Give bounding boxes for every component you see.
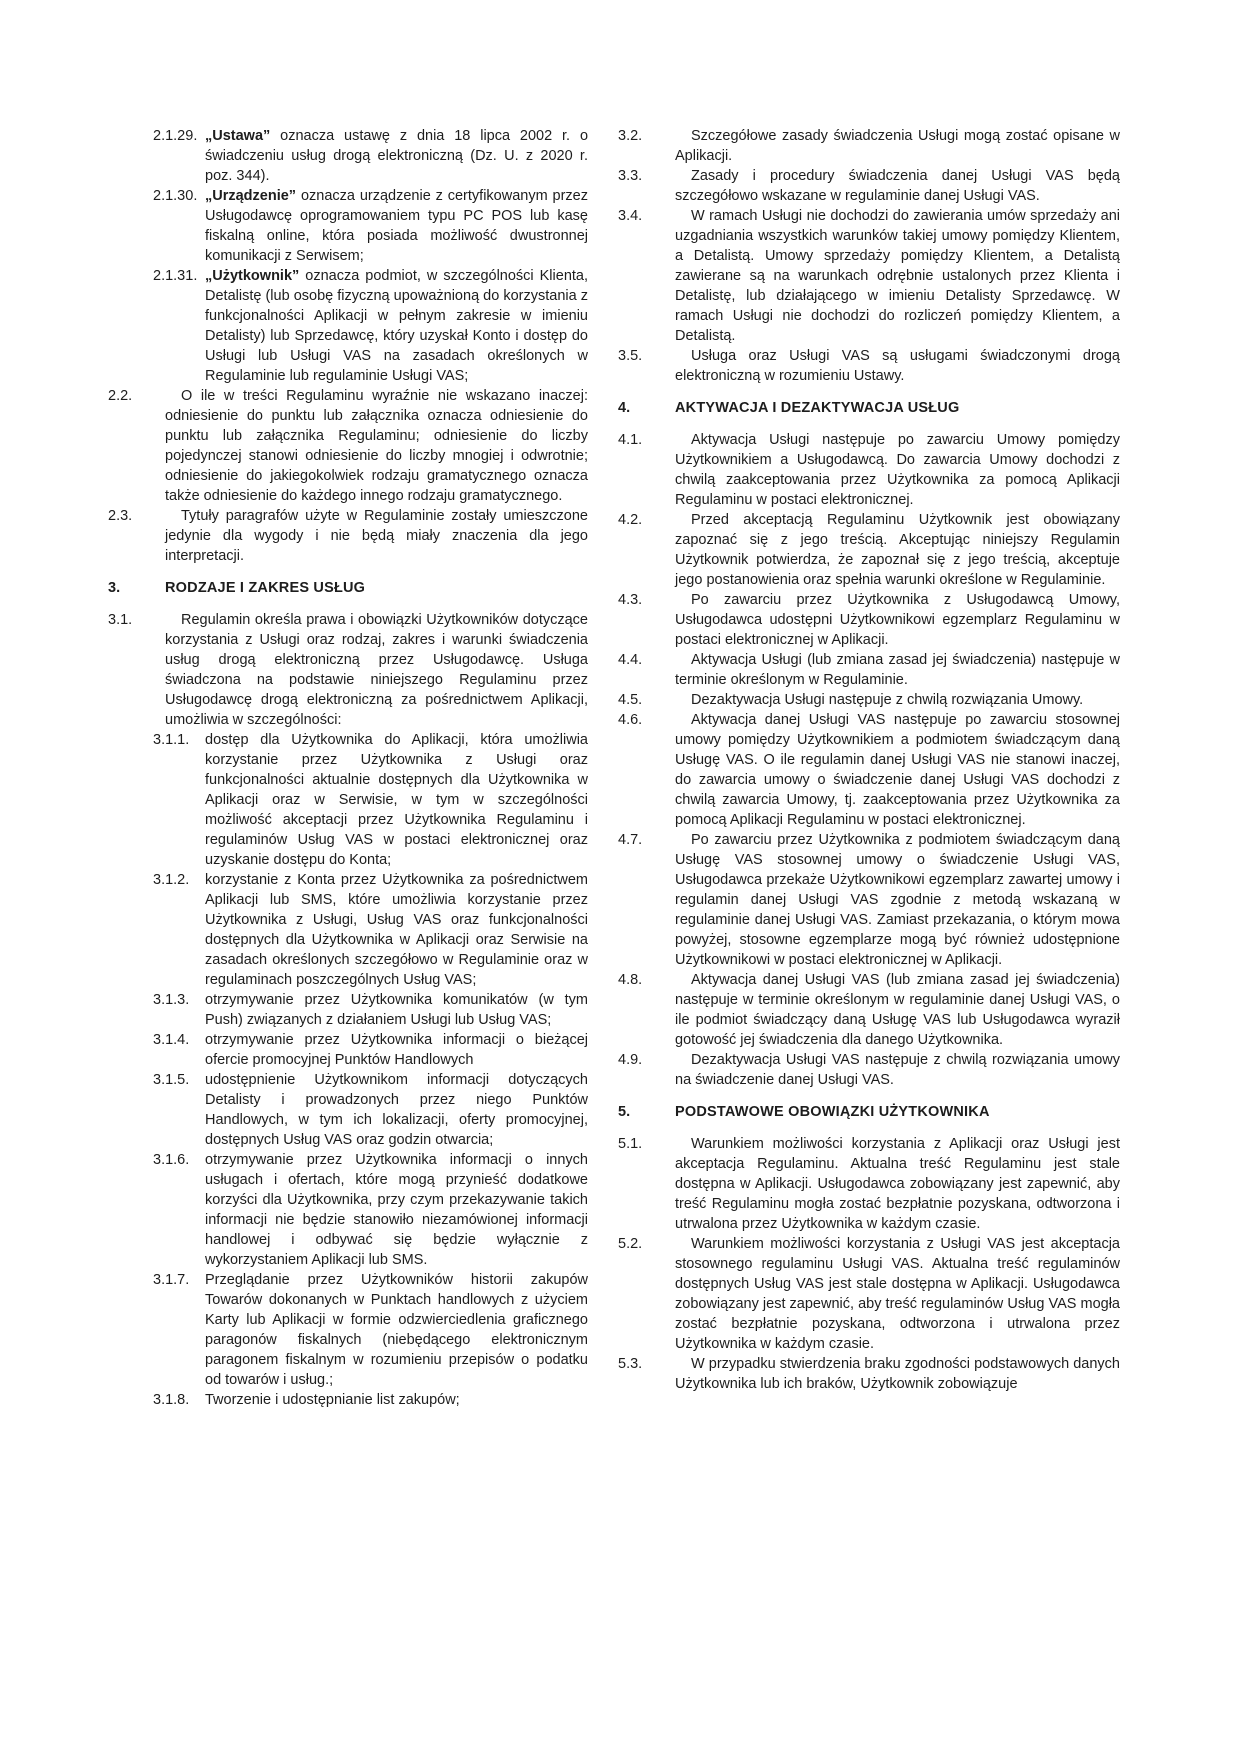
section-number: 5. (618, 1104, 631, 1120)
clause-3-1-3 (108, 990, 588, 1030)
clause-text: Przeglądanie przez Użytkowników historii zakupów Towarów dokonanych w Punktach handlowych z użyciem Karty lub Aplikacji w formie odzwierciedlenia graficznego paragonów fiskalnych (niebędącego elektronicznym paragonem fiskalnym w rozumieniu przepisów o podatku od towarów i usług.; (205, 1272, 588, 1388)
clause-number: 3.1.2. (153, 872, 190, 888)
clause-text: Dezaktywacja Usługi VAS następuje z chwilą rozwiązania umowy na świadczenie danej Usługi VAS. (675, 1052, 1120, 1088)
clause-number: 3.1.1. (153, 732, 190, 748)
clause-3-1-4 (108, 1030, 588, 1070)
defined-term: „Użytkownik” (205, 268, 300, 284)
clause-text: Aktywacja danej Usługi VAS następuje po zawarciu stosownej umowy pomiędzy Użytkownikiem a podmiotem świadczącym daną Usługę VAS. O ile regulamin danej Usługi VAS nie stanowi inaczej, do zawarcia umowy o świadczenie danej Usługi VAS dochodzi z chwilą zawarcia Umowy, tj. zaakceptowania przez Użytkownika za pomocą Aplikacji Regulaminu w postaci elektronicznej. (675, 712, 1120, 828)
clause-text: Po zawarciu przez Użytkownika z podmiotem świadczącym daną Usługę VAS stosownej umowy o świadczenie Usługi VAS, Usługodawca przekaże Użytkownikowi egzemplarz zawartej umowy i regulamin danej Usługi VAS zgodnie z metodą wskazaną w regulaminie danej Usługi VAS. Zamiast przekazania, o którym mowa powyżej, stosowne egzemplarze mogą być również udostępnione Użytkownikowi w postaci elektronicznej w Aplikacji. (675, 832, 1120, 968)
clause-3-3 (618, 166, 1120, 206)
clause-4-5 (618, 690, 1120, 710)
clause-number: 3.1.7. (153, 1272, 190, 1288)
section-number: 3. (108, 580, 121, 596)
defined-term: „Urządzenie” (205, 188, 297, 204)
clause-text: oznacza ustawę z dnia 18 lipca 2002 r. o świadczeniu usług drogą elektroniczną (Dz. U. z 2020 r. poz. 344). (205, 128, 589, 184)
clause-number: 3.1.4. (153, 1032, 190, 1048)
clause-text: W przypadku stwierdzenia braku zgodności podstawowych danych Użytkownika lub ich braków, Użytkownik zobowiązuje (675, 1356, 1120, 1392)
section-title: PODSTAWOWE OBOWIĄZKI UŻYTKOWNIKA (675, 1104, 990, 1120)
clause-4-7 (618, 830, 1120, 970)
clause-text: Aktywacja danej Usługi VAS (lub zmiana zasad jej świadczenia) następuje w terminie określonym w regulaminie danej Usługi VAS, o ile podmiot świadczący daną Usługę VAS lub Usługodawca wyraził gotowość jej świadczenia dla danego Użytkownika. (675, 972, 1120, 1048)
defined-term: „Ustawa” (205, 128, 271, 144)
section-number: 4. (618, 400, 631, 416)
clause-4-3 (618, 590, 1120, 650)
clause-text: Regulamin określa prawa i obowiązki Użytkowników dotyczące korzystania z Usługi oraz rodzaj, zakres i warunki świadczenia usług drogą elektroniczną przez Usługodawcę. Usługa świadczona na podstawie niniejszego Regulaminu przez Usługodawcę drogą elektroniczną za pośrednictwem Aplikacji, umożliwia w szczególności: (165, 612, 588, 728)
clause-text: Zasady i procedury świadczenia danej Usługi VAS będą szczegółowo wskazane w regulaminie danej Usługi VAS. (675, 168, 1120, 204)
clause-3-1-8 (108, 1390, 588, 1410)
clause-number: 2.2. (108, 388, 133, 404)
clause-number: 3.5. (618, 348, 643, 364)
clause-4-9 (618, 1050, 1120, 1090)
column-left (108, 126, 588, 1410)
clause-3-4 (618, 206, 1120, 346)
clause-4-1 (618, 430, 1120, 510)
clause-text: dostęp dla Użytkownika do Aplikacji, która umożliwia korzystanie przez Użytkownika z Usługi oraz funkcjonalności aktualnie dostępnych dla Użytkownika w Aplikacji oraz w Serwisie, w tym w szczególności możliwość akceptacji przez Użytkownika Regulaminu i regulaminów Usług VAS w postaci elektronicznej oraz uzyskanie dostępu do Konta; (205, 732, 588, 868)
clause-number: 3.4. (618, 208, 643, 224)
clause-3-1-1 (108, 730, 588, 870)
clause-text: Aktywacja Usługi (lub zmiana zasad jej świadczenia) następuje w terminie określonym w Regulaminie. (675, 652, 1120, 688)
clause-number: 2.1.30. (153, 188, 198, 204)
clause-text: Po zawarciu przez Użytkownika z Usługodawcą Umowy, Usługodawca udostępni Użytkownikowi egzemplarz Regulaminu w postaci elektronicznej w Aplikacji. (675, 592, 1120, 648)
clause-text: Usługa oraz Usługi VAS są usługami świadczonymi drogą elektroniczną w rozumieniu Ustawy. (675, 348, 1120, 384)
clause-text: Przed akceptacją Regulaminu Użytkownik jest obowiązany zapoznać się z jego treścią. Akceptując niniejszy Regulamin Użytkownik potwierdza, że zapoznał się z jego treścią, akceptuje jego postanowienia oraz spełnia warunki określone w Regulaminie. (675, 512, 1120, 588)
clause-body (205, 186, 588, 266)
section-heading-5 (618, 1102, 1120, 1122)
section-heading-3 (108, 578, 588, 598)
clause-3-2 (618, 126, 1120, 166)
clause-number: 5.3. (618, 1356, 643, 1372)
clause-3-5 (618, 346, 1120, 386)
clause-text: Warunkiem możliwości korzystania z Aplikacji oraz Usługi jest akceptacja Regulaminu. Aktualna treść Regulaminu jest stale dostępna w Aplikacji. Usługodawca zobowiązany jest zapewnić, aby treść Regulaminu mogła zostać bezpłatnie pozyskana, odtworzona i utrwalona przez Użytkownika w każdym czasie. (675, 1136, 1120, 1232)
clause-body (205, 126, 588, 186)
clause-text: otrzymywanie przez Użytkownika informacji o innych usługach i ofertach, które mogą przynieść dodatkowe korzyści dla Użytkownika, przy czym przekazywanie takich informacji nie będzie stanowiło niezamówionej informacji handlowej i odbywać się będzie wyłącznie z wykorzystaniem Aplikacji lub SMS. (205, 1152, 588, 1268)
clause-3-1-6 (108, 1150, 588, 1270)
section-title: RODZAJE I ZAKRES USŁUG (165, 580, 366, 596)
clause-number: 4.7. (618, 832, 643, 848)
clause-number: 4.1. (618, 432, 643, 448)
clause-number: 4.8. (618, 972, 643, 988)
clause-text: Aktywacja Usługi następuje po zawarciu Umowy pomiędzy Użytkownikiem a Usługodawcą. Do zawarcia Umowy dochodzi z chwilą zaakceptowania przez Użytkownika za pomocą Aplikacji Regulaminu w postaci elektronicznej. (675, 432, 1120, 508)
clause-number: 5.1. (618, 1136, 643, 1152)
clause-3-1-2 (108, 870, 588, 990)
clause-number: 4.4. (618, 652, 643, 668)
clause-text: W ramach Usługi nie dochodzi do zawierania umów sprzedaży ani uzgadniania wszystkich warunków takiej umowy pomiędzy Klientem, a Detalistą. Umowy sprzedaży pomiędzy Klientem, a Detalistą zawierane są na warunkach odrębnie ustalonych przez Klienta i Detalistę, lub działającego w imieniu Detalisty Sprzedawcę. W ramach Usługi nie dochodzi do rozliczeń pomiędzy Klientem, a Detalistą. (675, 208, 1120, 344)
clause-text: Dezaktywacja Usługi następuje z chwilą rozwiązania Umowy. (691, 692, 1084, 708)
clause-text: otrzymywanie przez Użytkownika komunikatów (w tym Push) związanych z działaniem Usługi lub Usług VAS; (205, 992, 588, 1028)
clause-number: 3.2. (618, 128, 643, 144)
clause-text: oznacza podmiot, w szczególności Klienta, Detalistę (lub osobę fizyczną upoważnioną do korzystania z funkcjonalności Aplikacji w pełnym zakresie w imieniu Detalisty) lub Sprzedawcę, który uzyskał Konto i dostęp do Usługi lub Usługi VAS na zasadach określonych w Regulaminie lub regulaminie Usługi VAS; (205, 268, 589, 384)
clause-number: 3.1.5. (153, 1072, 190, 1088)
column-right (618, 126, 1120, 1410)
clause-number: 3.1. (108, 612, 133, 628)
clause-3-1 (108, 610, 588, 730)
clause-number: 2.1.31. (153, 268, 198, 284)
clause-2-1-30 (108, 186, 588, 266)
clause-text: Szczegółowe zasady świadczenia Usługi mogą zostać opisane w Aplikacji. (675, 128, 1120, 164)
clause-number: 4.2. (618, 512, 643, 528)
clause-number: 4.5. (618, 692, 643, 708)
clause-2-2 (108, 386, 588, 506)
clause-number: 3.1.6. (153, 1152, 190, 1168)
clause-text: O ile w treści Regulaminu wyraźnie nie wskazano inaczej: odniesienie do punktu lub załącznika oznacza odniesienie do punktu lub załącznika Regulaminu; odniesienie do liczby pojedynczej stanowi odniesienie do liczby mnogiej i odwrotnie; odniesienie do jakiegokolwiek rodzaju gramatycznego oznacza także odniesienie do każdego innego rodzaju gramatycznego. (165, 388, 588, 504)
clause-2-1-29 (108, 126, 588, 186)
clause-number: 3.3. (618, 168, 643, 184)
clause-text: korzystanie z Konta przez Użytkownika za pośrednictwem Aplikacji lub SMS, które umożliwia korzystanie przez Użytkownika z Usługi, Usług VAS oraz funkcjonalności dostępnych dla Użytkownika w Aplikacji oraz Serwisie na zasadach określonych szczegółowo w Regulaminie oraz w regulaminach poszczególnych Usług VAS; (205, 872, 588, 988)
clause-4-2 (618, 510, 1120, 590)
clause-2-1-31 (108, 266, 588, 386)
clause-text: Tytuły paragrafów użyte w Regulaminie zostały umieszczone jedynie dla wygody i nie będą miały znaczenia dla jego interpretacji. (165, 508, 588, 564)
clause-number: 3.1.8. (153, 1392, 190, 1408)
clause-4-8 (618, 970, 1120, 1050)
section-heading-4 (618, 398, 1120, 418)
clause-4-6 (618, 710, 1120, 830)
clause-5-2 (618, 1234, 1120, 1354)
clause-5-1 (618, 1134, 1120, 1234)
section-title: AKTYWACJA I DEZAKTYWACJA USŁUG (675, 400, 960, 416)
clause-text: Tworzenie i udostępnianie list zakupów; (205, 1392, 460, 1408)
clause-5-3 (618, 1354, 1120, 1394)
clause-number: 4.3. (618, 592, 643, 608)
clause-3-1-5 (108, 1070, 588, 1150)
clause-number: 5.2. (618, 1236, 643, 1252)
clause-number: 4.9. (618, 1052, 643, 1068)
clause-text: oznacza urządzenie z certyfikowanym przez Usługodawcę oprogramowaniem typu PC POS lub kasę fiskalną online, która posiada możliwość dwustronnej komunikacji z Serwisem; (205, 188, 588, 264)
clause-number: 4.6. (618, 712, 643, 728)
clause-text: udostępnienie Użytkownikom informacji dotyczących Detalisty i prowadzonych przez niego Punktów Handlowych, w tym ich lokalizacji, oferty promocyjnej, dostępnych Usług VAS oraz godzin otwarcia; (205, 1072, 588, 1148)
clause-2-3 (108, 506, 588, 566)
clause-number: 2.3. (108, 508, 133, 524)
clause-text: otrzymywanie przez Użytkownika informacji o bieżącej ofercie promocyjnej Punktów Handlowych (205, 1032, 588, 1068)
clause-4-4 (618, 650, 1120, 690)
clause-3-1-7 (108, 1270, 588, 1390)
clause-text: Warunkiem możliwości korzystania z Usługi VAS jest akceptacja stosownego regulaminu Usługi VAS. Aktualna treść regulaminów dostępnych Usług VAS jest stale dostępna w Aplikacji. Usługodawca zobowiązany jest zapewnić, aby treść regulaminów Usług VAS mogła zostać bezpłatnie pozyskana, odtworzona i utrwalona przez Użytkownika w każdym czasie. (675, 1236, 1120, 1352)
clause-number: 2.1.29. (153, 128, 198, 144)
clause-number: 3.1.3. (153, 992, 190, 1008)
clause-body (205, 266, 588, 386)
